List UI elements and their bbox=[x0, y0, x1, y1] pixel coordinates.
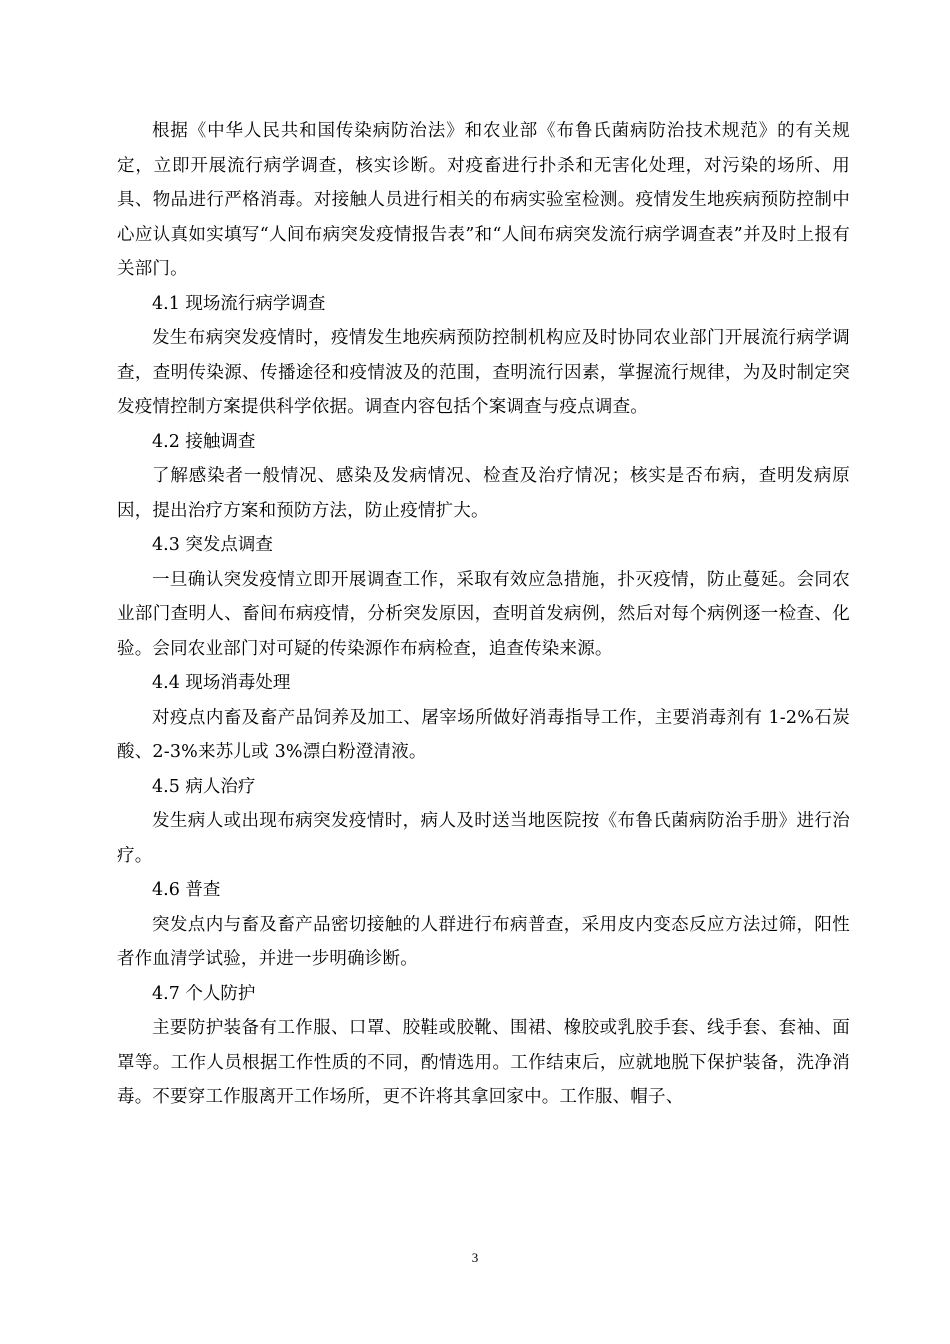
section-body-4-6: 突发点内与畜及畜产品密切接触的人群进行布病普查，采用皮内变态反应方法过筛，阳性者作血清学试验，并进一步明确诊断。 bbox=[117, 914, 850, 969]
section-body-4-4: 对疫点内畜及畜产品饲养及加工、屠宰场所做好消毒指导工作，主要消毒剂有 1-2%石炭酸、2-3%来苏儿或 3%漂白粉澄清液。 bbox=[117, 707, 850, 762]
intro-paragraph: 根据《中华人民共和国传染病防治法》和农业部《布鲁氏菌病防治技术规范》的有关规定，立即开展流行病学调查，核实诊断。对疫畜进行扑杀和无害化处理，对污染的场所、用具、物品进行严格消毒。对接触人员进行相关的布病实验室检测。疫情发生地疾病预防控制中心应认真如实填写“人间布病突发疫情报告表”和“人间布病突发流行病学调查表”并及时上报有关部门。 bbox=[117, 121, 850, 279]
section-heading-4-1: 4.1 现场流行病学调查 bbox=[152, 293, 326, 314]
section-body-4-2: 了解感染者一般情况、感染及发病情况、检查及治疗情况；核实是否布病，查明发病原因，提出治疗方案和预防方法，防止疫情扩大。 bbox=[117, 466, 850, 521]
section-body-4-7: 主要防护装备有工作服、口罩、胶鞋或胶靴、围裙、橡胶或乳胶手套、线手套、套袖、面罩等。工作人员根据工作性质的不同，酌情选用。工作结束后，应就地脱下保护装备，洗净消毒。不要穿工作服离开工作场所，更不许将其拿回家中。工作服、帽子、 bbox=[117, 1018, 850, 1107]
section-heading-4-2: 4.2 接触调查 bbox=[152, 431, 256, 452]
section-heading-4-3: 4.3 突发点调查 bbox=[152, 535, 273, 555]
section-body-4-5: 发生病人或出现布病突发疫情时，病人及时送当地医院按《布鲁氏菌病防治手册》进行治疗。 bbox=[117, 811, 850, 866]
document-page bbox=[117, 114, 850, 1115]
section-body-4-3: 一旦确认突发疫情立即开展调查工作，采取有效应急措施，扑灭疫情，防止蔓延。会同农业部门查明人、畜间布病疫情，分析突发原因，查明首发病例，然后对每个病例逐一检查、化验。会同农业部门对可疑的传染源作布病检查，追查传染来源。 bbox=[117, 569, 850, 659]
section-heading-4-6: 4.6 普查 bbox=[152, 880, 221, 900]
section-heading-4-5: 4.5 病人治疗 bbox=[152, 776, 256, 797]
section-body-4-1: 发生布病突发疫情时，疫情发生地疾病预防控制机构应及时协同农业部门开展流行病学调查，查明传染源、传播途径和疫情波及的范围，查明流行因素，掌握流行规律，为及时制定突发疫情控制方案提供科学依据。调查内容包括个案调查与疫点调查。 bbox=[117, 328, 850, 417]
section-heading-4-4: 4.4 现场消毒处理 bbox=[152, 673, 291, 693]
page-number: 3 bbox=[471, 1250, 479, 1265]
section-heading-4-7: 4.7 个人防护 bbox=[152, 983, 256, 1004]
